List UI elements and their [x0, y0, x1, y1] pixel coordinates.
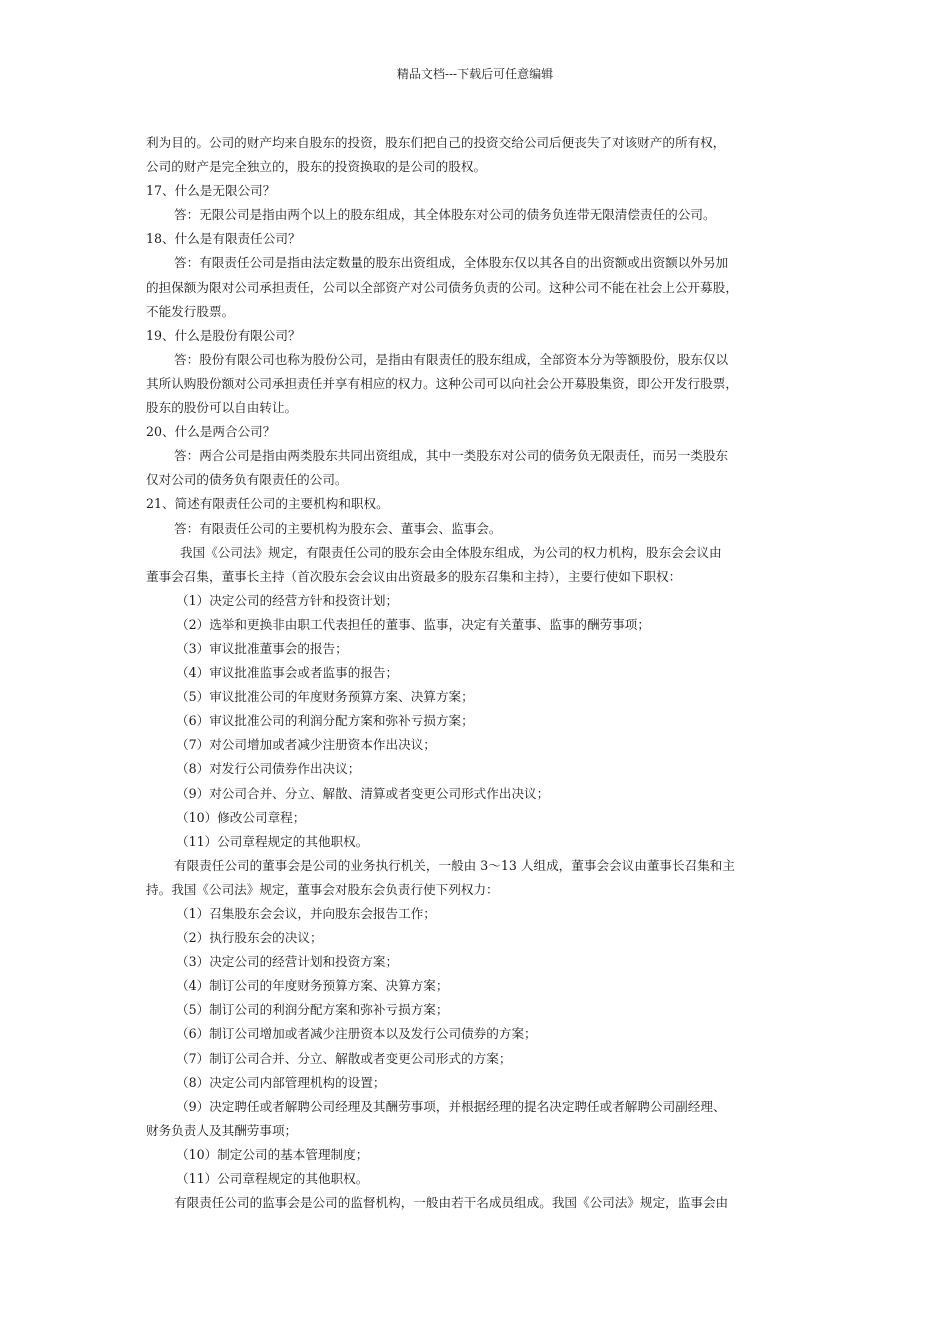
question-19: 19、什么是股份有限公司？: [146, 327, 301, 343]
shareholders-power-item: （6）审议批准公司的利润分配方案和弥补亏损方案；: [176, 713, 474, 729]
answer-21: 答：有限责任公司的主要机构为股东会、董事会、监事会。: [174, 520, 502, 536]
answer-17: 答：无限公司是指由两个以上的股东组成，其全体股东对公司的债务负连带无限清偿责任的公司。: [174, 207, 716, 223]
answer-19-line: 答：股份有限公司也称为股份公司，是指由有限责任的股东组成，全部资本分为等额股份，股东仅以: [174, 351, 729, 367]
board-power-item: （3）决定公司的经营计划和投资方案；: [176, 954, 399, 970]
shareholders-power-item: （7）对公司增加或者减少注册资本作出决议；: [176, 737, 436, 753]
document-body: [146, 131, 810, 1215]
question-21: 21、简述有限责任公司的主要机构和职权。: [146, 496, 389, 512]
shareholders-power-item: （4）审议批准监事会或者监事的报告；: [176, 665, 399, 681]
shareholders-power-item: （10）修改公司章程；: [176, 809, 306, 825]
board-power-item: （2）执行股东会的决议；: [176, 930, 323, 946]
question-20: 20、什么是两合公司？: [146, 424, 276, 440]
answer-19-line: 股东的股份可以自由转让。: [146, 400, 298, 416]
board-intro-line: 有限责任公司的董事会是公司的业务执行机关，一般由 3～13 人组成，董事会会议由董事长召集和主: [174, 857, 735, 873]
board-power-item: （4）制订公司的年度财务预算方案、决算方案；: [176, 978, 449, 994]
board-power-item: （11）公司章程规定的其他职权。: [176, 1171, 369, 1187]
question-18: 18、什么是有限责任公司？: [146, 231, 301, 247]
answer-18-line: 不能发行股票。: [146, 303, 235, 319]
shareholders-power-item: （1）决定公司的经营方针和投资计划；: [176, 592, 399, 608]
answer-19-line: 其所认购股份额对公司承担责任并享有相应的权力。这种公司可以向社会公开募股集资，即公开发行股票，: [146, 375, 738, 391]
page-header: 精品文档---下载后可任意编辑: [396, 67, 554, 81]
board-power-item: （8）决定公司内部管理机构的设置；: [176, 1074, 386, 1090]
shareholders-power-item: （3）审议批准董事会的报告；: [176, 640, 348, 656]
answer-18-line: 答：有限责任公司是指由法定数量的股东出资组成，全体股东仅以其各自的出资额或出资额以外另加: [174, 255, 729, 271]
intro-line: 利为目的。公司的财产均来自股东的投资，股东们把自己的投资交给公司后便丧失了对该财产的所有权，: [146, 135, 726, 150]
board-intro-line: 持。我国《公司法》规定，董事会对股东会负责行使下列权力：: [146, 881, 499, 897]
board-power-item-continued: 财务负责人及其酬劳事项；: [146, 1122, 298, 1138]
answer-20-line: 仅对公司的债务负有限责任的公司。: [146, 472, 348, 488]
shareholders-intro-line: 董事会召集，董事长主持（首次股东会会议由出资最多的股东召集和主持），主要行使如下职权：: [146, 568, 682, 584]
question-17: 17、什么是无限公司？: [146, 183, 276, 199]
shareholders-power-item: （2）选举和更换非由职工代表担任的董事、监事，决定有关董事、监事的酬劳事项；: [176, 616, 650, 632]
answer-18-line: 的担保额为限对公司承担责任，公司以全部资产对公司债务负责的公司。这种公司不能在社会上公开募股，: [146, 279, 738, 295]
shareholders-power-item: （9）对公司合并、分立、解散、清算或者变更公司形式作出决议；: [176, 785, 550, 801]
shareholders-power-item: （8）对发行公司债券作出决议；: [176, 761, 361, 777]
board-power-item: （6）制订公司增加或者减少注册资本以及发行公司债券的方案；: [176, 1026, 537, 1042]
answer-20-line: 答：两合公司是指由两类股东共同出资组成，其中一类股东对公司的债务负无限责任，而另一类股东: [174, 448, 729, 464]
intro-line: 公司的财产是完全独立的，股东的投资换取的是公司的股权。: [146, 159, 487, 175]
supervisors-intro: 有限责任公司的监事会是公司的监督机构，一般由若干名成员组成。我国《公司法》规定，监事会由: [174, 1195, 729, 1211]
board-power-item: （7）制订公司合并、分立、解散或者变更公司形式的方案；: [176, 1050, 512, 1066]
board-power-item: （9）决定聘任或者解聘公司经理及其酬劳事项，并根据经理的提名决定聘任或者解聘公司副经理、: [176, 1098, 726, 1114]
shareholders-power-item: （11）公司章程规定的其他职权。: [176, 833, 369, 849]
shareholders-power-item: （5）审议批准公司的年度财务预算方案、决算方案；: [176, 689, 474, 705]
board-power-item: （10）制定公司的基本管理制度；: [176, 1146, 369, 1162]
board-power-item: （5）制订公司的利润分配方案和弥补亏损方案；: [176, 1002, 449, 1018]
board-power-item: （1）召集股东会会议，并向股东会报告工作；: [176, 906, 436, 921]
shareholders-intro-line: 我国《公司法》规定，有限责任公司的股东会由全体股东组成，为公司的权力机构，股东会会议由: [180, 544, 722, 560]
